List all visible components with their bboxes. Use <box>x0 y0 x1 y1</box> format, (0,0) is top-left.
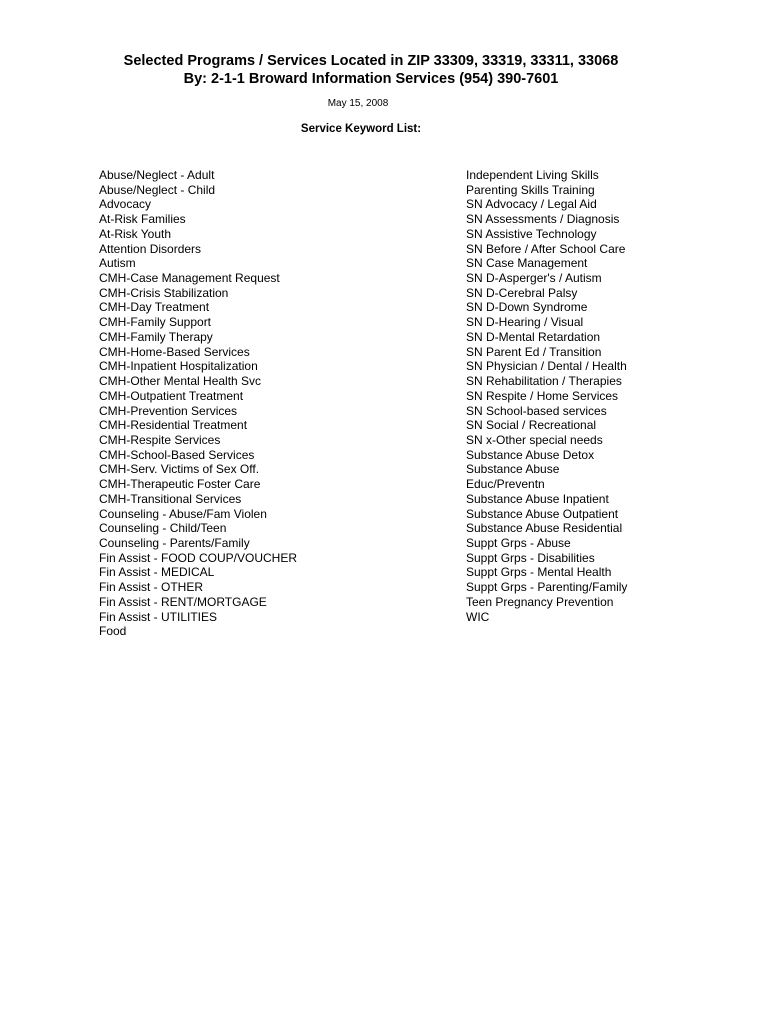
keyword-item: CMH-Home-Based Services <box>99 344 250 359</box>
keyword-item: At-Risk Families <box>99 212 186 227</box>
keyword-item: CMH-Other Mental Health Svc <box>99 374 262 389</box>
keyword-item: Abuse/Neglect - Adult <box>99 168 215 182</box>
keyword-item: Fin Assist - MEDICAL <box>99 565 215 580</box>
document-subtitle: By: 2-1-1 Broward Information Services (954) 390-7601 <box>183 71 559 87</box>
keyword-item: WIC <box>466 609 490 624</box>
keyword-item: CMH-Transitional Services <box>99 491 242 506</box>
keyword-item: Suppt Grps - Parenting/Family <box>466 580 628 595</box>
keyword-item: CMH-Outpatient Treatment <box>99 388 244 403</box>
keyword-item: Substance Abuse Inpatient <box>466 491 609 506</box>
keyword-item: Suppt Grps - Disabilities <box>466 550 595 565</box>
keyword-item: Counseling - Abuse/Fam Violen <box>99 506 267 521</box>
keyword-item: Independent Living Skills <box>466 168 599 182</box>
keyword-item: Autism <box>99 256 136 271</box>
keyword-item: CMH-Respite Services <box>99 432 221 447</box>
keyword-item: Parenting Skills Training <box>466 182 595 197</box>
keyword-item: SN Assistive Technology <box>466 226 597 241</box>
document-date: May 15, 2008 <box>327 98 389 109</box>
keyword-item: Advocacy <box>99 197 152 212</box>
keyword-item: CMH-Serv. Victims of Sex Off. <box>99 462 260 477</box>
keyword-item: CMH-Inpatient Hospitalization <box>99 359 258 374</box>
keyword-item: SN D-Asperger's / Autism <box>466 271 602 286</box>
keyword-item: CMH-Family Support <box>99 315 212 330</box>
keyword-item: SN D-Cerebral Palsy <box>466 285 578 300</box>
keyword-item: Fin Assist - UTILITIES <box>99 609 218 624</box>
keyword-item: SN D-Down Syndrome <box>466 300 588 315</box>
keyword-item: CMH-School-Based Services <box>99 447 255 462</box>
keyword-item: SN Advocacy / Legal Aid <box>466 197 597 212</box>
keyword-item: SN D-Mental Retardation <box>466 329 601 344</box>
keyword-item: SN Parent Ed / Transition <box>466 344 602 359</box>
keyword-item: SN Before / After School Care <box>466 241 626 256</box>
keyword-item: CMH-Case Management Request <box>99 271 280 286</box>
keyword-item: Food <box>99 624 127 639</box>
keyword-item: Educ/Preventn <box>466 477 545 492</box>
keyword-item: Substance Abuse Residential <box>466 521 623 536</box>
keyword-item: Teen Pregnancy Prevention <box>466 594 614 609</box>
keyword-item: Fin Assist - OTHER <box>99 580 204 595</box>
keyword-item: SN Assessments / Diagnosis <box>466 212 620 227</box>
keyword-item: SN Rehabilitation / Therapies <box>466 374 622 389</box>
keyword-item: Counseling - Parents/Family <box>99 535 250 550</box>
keyword-item: CMH-Family Therapy <box>99 329 213 344</box>
keyword-item: SN x-Other special needs <box>466 432 603 447</box>
keyword-item: SN School-based services <box>466 403 607 418</box>
keyword-item: Substance Abuse <box>466 462 560 477</box>
keyword-item: CMH-Prevention Services <box>99 403 238 418</box>
keyword-item: Abuse/Neglect - Child <box>99 182 216 197</box>
keyword-item: Substance Abuse Outpatient <box>466 506 619 521</box>
keyword-item: Suppt Grps - Mental Health <box>466 565 612 580</box>
keyword-item: CMH-Day Treatment <box>99 300 210 315</box>
keyword-item: Substance Abuse Detox <box>466 447 595 462</box>
keyword-list-left <box>99 168 429 639</box>
keyword-list-title: Service Keyword List: <box>300 123 422 135</box>
keyword-item: SN Case Management <box>466 256 588 271</box>
keyword-item: SN Physician / Dental / Health <box>466 359 627 374</box>
keyword-item: Fin Assist - FOOD COUP/VOUCHER <box>99 550 298 565</box>
keyword-list-right <box>466 168 756 624</box>
keyword-item: Attention Disorders <box>99 241 202 256</box>
keyword-item: Counseling - Child/Teen <box>99 521 227 536</box>
keyword-item: Fin Assist - RENT/MORTGAGE <box>99 594 267 609</box>
keyword-item: SN D-Hearing / Visual <box>466 315 584 330</box>
keyword-item: CMH-Residential Treatment <box>99 418 248 433</box>
keyword-item: CMH-Therapeutic Foster Care <box>99 477 261 492</box>
keyword-item: SN Social / Recreational <box>466 418 597 433</box>
keyword-item: Suppt Grps - Abuse <box>466 535 571 550</box>
keyword-item: At-Risk Youth <box>99 226 172 241</box>
keyword-item: SN Respite / Home Services <box>466 388 619 403</box>
keyword-item: CMH-Crisis Stabilization <box>99 285 229 300</box>
document-title: Selected Programs / Services Located in ZIP 33309, 33319, 33311, 33068 <box>123 53 619 69</box>
